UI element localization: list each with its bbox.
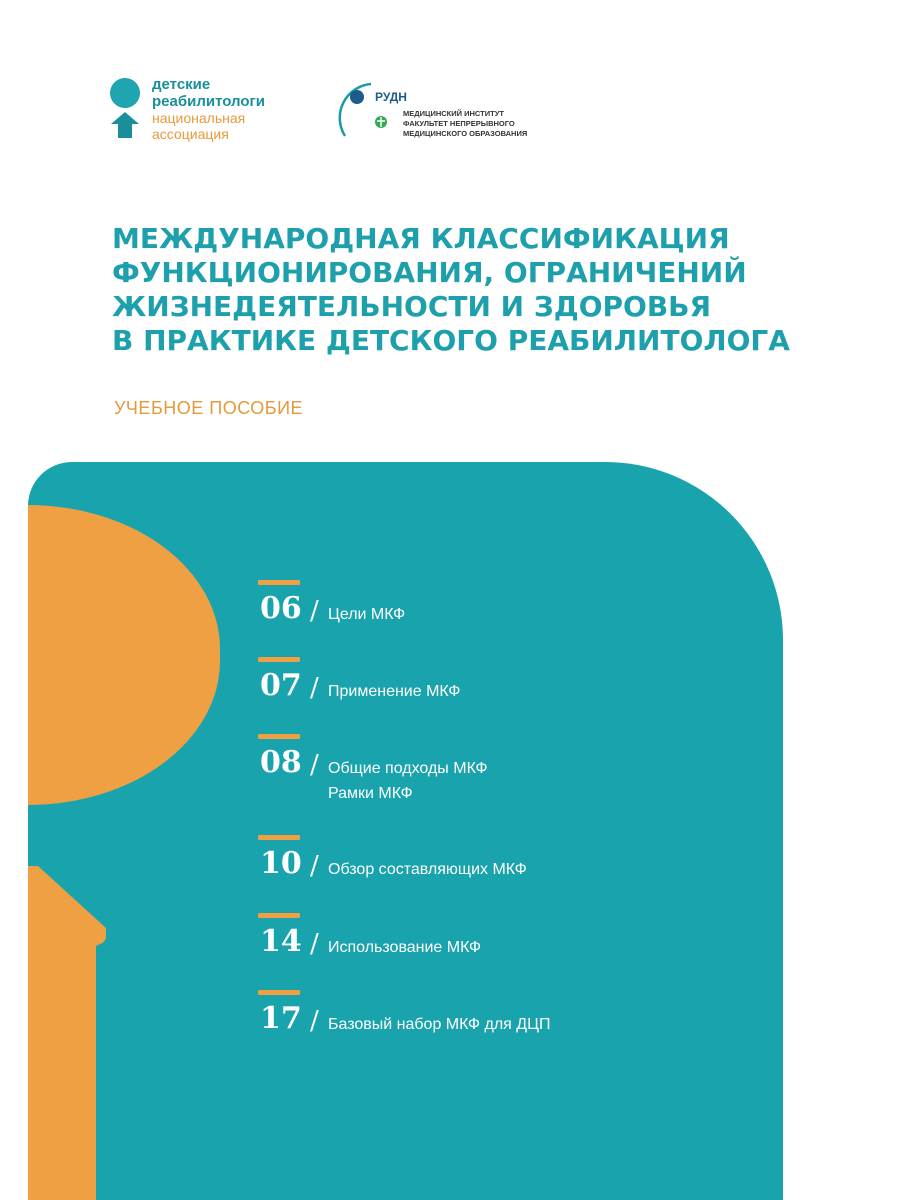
rudn-line-2: ФАКУЛЬТЕТ НЕПРЕРЫВНОГО xyxy=(403,119,515,128)
book-subtitle: УЧЕБНОЕ ПОСОБИЕ xyxy=(114,398,304,418)
toc-bar xyxy=(258,913,300,918)
logo-line-2: реабилитологи xyxy=(152,93,265,110)
rudn-line-3: МЕДИЦИНСКОГО ОБРАЗОВАНИЯ xyxy=(403,129,528,138)
title-line-2: ФУНКЦИОНИРОВАНИЯ, ОГРАНИЧЕНИЙ xyxy=(112,256,747,289)
logo-line-1: детские xyxy=(152,76,211,93)
toc-bar xyxy=(258,990,300,995)
toc-page-number: 06 xyxy=(260,591,302,626)
book-title xyxy=(112,222,872,358)
logo-text-main xyxy=(152,76,265,110)
toc-bar xyxy=(258,835,300,840)
logo-rudn xyxy=(333,78,573,158)
toc-slash: / xyxy=(310,750,319,780)
toc-label-line-2: Рамки МКФ xyxy=(328,785,413,802)
toc-bar xyxy=(258,580,300,585)
toc-page-number: 14 xyxy=(260,924,302,959)
toc-label xyxy=(328,756,488,806)
toc-label-line-1: Общие подходы МКФ xyxy=(328,760,488,777)
toc-page-number: 10 xyxy=(260,846,302,881)
toc-label: Цели МКФ xyxy=(328,606,406,623)
logo-detskie-reabilitologi xyxy=(108,74,308,154)
toc-slash: / xyxy=(310,596,319,626)
orange-body-shape xyxy=(28,866,118,1200)
title-line-3: ЖИЗНЕДЕЯТЕЛЬНОСТИ И ЗДОРОВЬЯ xyxy=(112,290,712,323)
logo-head-icon xyxy=(110,78,140,108)
title-line-1: МЕЖДУНАРОДНАЯ КЛАССИФИКАЦИЯ xyxy=(112,222,730,255)
logo-arrow-up-icon xyxy=(111,112,139,138)
logo-line-4: ассоциация xyxy=(152,126,229,142)
rudn-institute-text xyxy=(403,109,527,139)
toc-page-number: 17 xyxy=(260,1001,302,1036)
logo-text-sub xyxy=(152,110,245,142)
toc-page-number: 08 xyxy=(260,745,302,780)
toc-slash: / xyxy=(310,929,319,959)
toc-slash: / xyxy=(310,673,319,703)
toc-slash: / xyxy=(310,851,319,881)
toc-label: Применение МКФ xyxy=(328,683,461,700)
rudn-name: РУДН xyxy=(375,90,407,104)
rudn-line-1: МЕДИЦИНСКИЙ ИНСТИТУТ xyxy=(403,109,504,118)
toc-label: Использование МКФ xyxy=(328,939,482,956)
toc-page-number: 07 xyxy=(260,668,302,703)
toc-slash: / xyxy=(310,1006,319,1036)
title-line-4: В ПРАКТИКЕ ДЕТСКОГО РЕАБИЛИТОЛОГА xyxy=(112,324,790,357)
toc-label: Базовый набор МКФ для ДЦП xyxy=(328,1016,551,1033)
toc-label: Обзор составляющих МКФ xyxy=(328,861,527,878)
toc-bar xyxy=(258,734,300,739)
toc-bar xyxy=(258,657,300,662)
logo-line-3: национальная xyxy=(152,110,246,126)
